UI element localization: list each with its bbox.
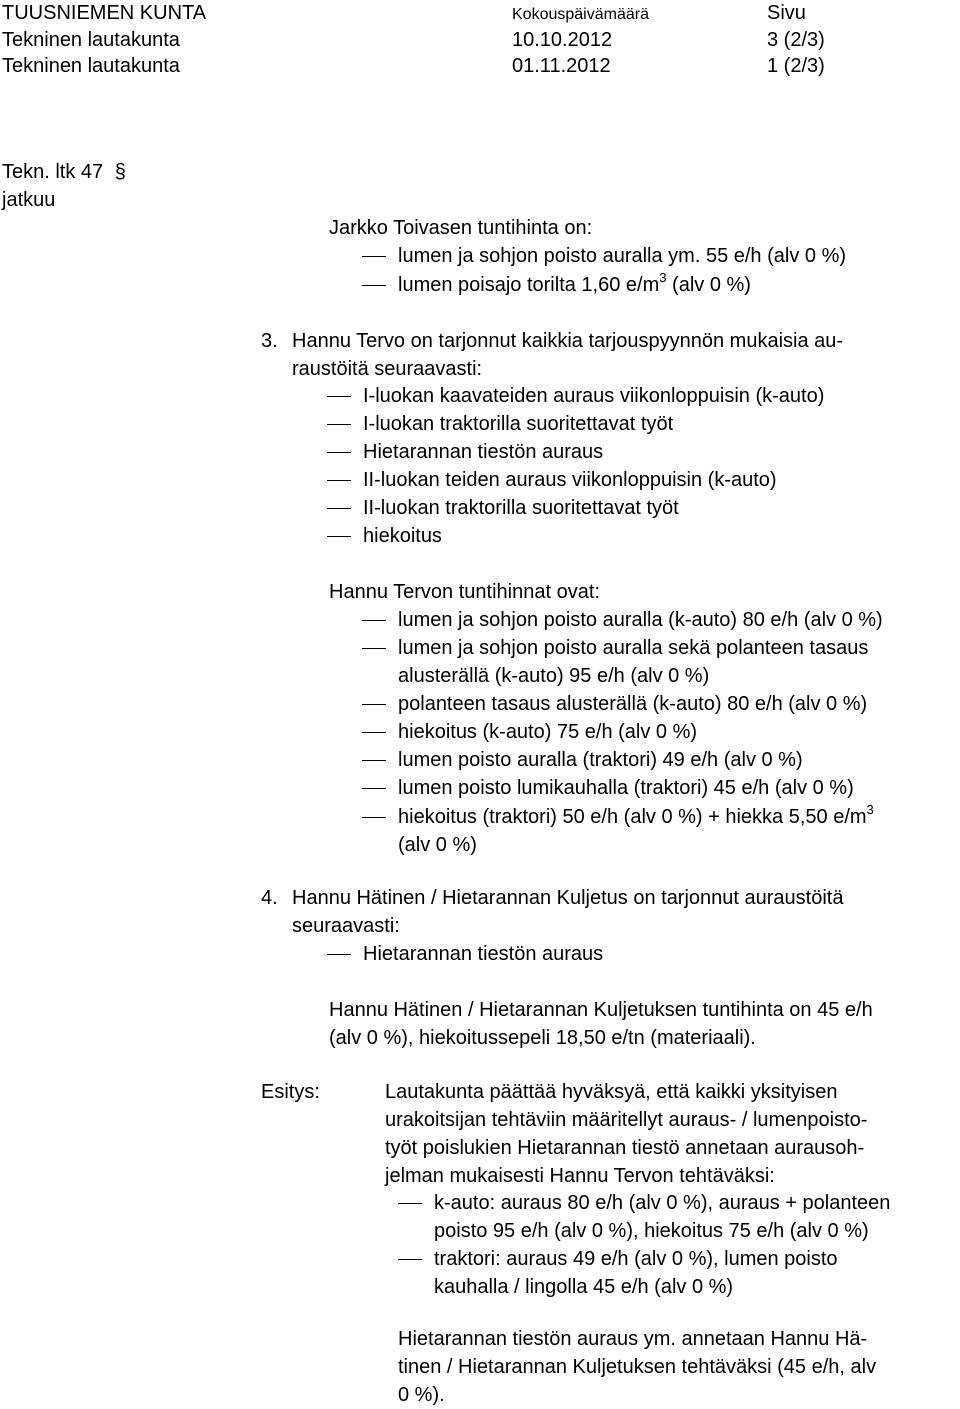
dash-bullet-icon (327, 396, 351, 397)
dash-bullet-icon (327, 508, 351, 509)
esitys-line-4: jelman mukaisesti Hannu Tervon tehtäväksi: (385, 1165, 775, 1187)
toivanen-item-2 (398, 271, 751, 299)
p4-line-2: seuraavasti: (292, 915, 400, 937)
esitys-bullet-2b: kauhalla / lingolla 45 e/h (alv 0 %) (434, 1276, 734, 1298)
esitys-line-1: Lautakunta päättää hyväksyä, että kaikki yksityisen (385, 1081, 838, 1103)
p3-item-6: hiekoitus (363, 525, 442, 547)
section-ref: Tekn. ltk 47 (2, 161, 104, 183)
header-body-1: Tekninen lautakunta (2, 29, 180, 51)
esitys-bullet-2a: traktori: auraus 49 e/h (alv 0 %), lumen poisto (434, 1248, 838, 1270)
tervo-rate-4: hiekoitus (k-auto) 75 e/h (alv 0 %) (398, 721, 698, 743)
p4-rate-line-1: Hannu Hätinen / Hietarannan Kuljetuksen tuntihinta on 45 e/h (329, 999, 873, 1021)
page-label: Sivu (767, 2, 806, 24)
esitys-final-3: 0 %). (398, 1384, 445, 1406)
esitys-line-3: työt poislukien Hietarannan tiestö annetaan aurausoh- (385, 1137, 865, 1159)
dash-bullet-icon (362, 817, 386, 818)
dash-bullet-icon (362, 704, 386, 705)
esitys-label: Esitys: (261, 1081, 320, 1103)
toivanen-item-2-suffix: (alv 0 %) (666, 274, 751, 296)
tervo-rate-7b: (alv 0 %) (398, 834, 477, 856)
p3-item-5: II-luokan traktorilla suoritettavat työt (363, 497, 679, 519)
tervo-rate-7a (398, 803, 874, 831)
header-page-2: 1 (2/3) (767, 55, 825, 77)
header-date-2: 01.11.2012 (512, 55, 611, 77)
dash-bullet-icon (327, 954, 351, 955)
p3-line-2: raustöitä seuraavasti: (292, 358, 483, 380)
organization-name: TUUSNIEMEN KUNTA (2, 2, 207, 24)
dash-bullet-icon (362, 620, 386, 621)
meeting-date-label: Kokouspäivämäärä (512, 6, 649, 23)
dash-bullet-icon (362, 760, 386, 761)
p4-rate-line-2: (alv 0 %), hiekoitussepeli 18,50 e/tn (materiaali). (329, 1027, 756, 1049)
section-mark-icon: § (114, 161, 126, 183)
dash-bullet-icon (398, 1203, 422, 1204)
dash-bullet-icon (362, 732, 386, 733)
p3-item-2: I-luokan traktorilla suoritettavat työt (363, 413, 674, 435)
section-reference (2, 158, 126, 186)
p4-number: 4. (261, 887, 278, 909)
dash-bullet-icon (362, 285, 386, 286)
header-date-1: 10.10.2012 (512, 29, 613, 51)
dash-bullet-icon (327, 536, 351, 537)
dash-bullet-icon (362, 648, 386, 649)
p4-item: Hietarannan tiestön auraus (363, 943, 604, 965)
tervo-rate-5: lumen poisto auralla (traktori) 49 e/h (alv 0 %) (398, 749, 803, 771)
esitys-final-2: tinen / Hietarannan Kuljetuksen tehtäväksi (45 e/h, alv (398, 1356, 877, 1378)
tervo-rate-2b: alusterällä (k-auto) 95 e/h (alv 0 %) (398, 665, 710, 687)
tervo-rate-2a: lumen ja sohjon poisto auralla sekä polanteen tasaus (398, 637, 869, 659)
dash-bullet-icon (362, 788, 386, 789)
tervo-rates-heading: Hannu Tervon tuntihinnat ovat: (329, 581, 600, 603)
tervo-rate-6: lumen poisto lumikauhalla (traktori) 45 e/h (alv 0 %) (398, 777, 854, 799)
dash-bullet-icon (327, 424, 351, 425)
header-body-2: Tekninen lautakunta (2, 55, 180, 77)
dash-bullet-icon (327, 480, 351, 481)
toivanen-item-1: lumen ja sohjon poisto auralla ym. 55 e/h (alv 0 %) (398, 245, 847, 267)
p4-line-1: Hannu Hätinen / Hietarannan Kuljetus on tarjonnut auraustöitä (292, 887, 844, 909)
p3-item-3: Hietarannan tiestön auraus (363, 441, 604, 463)
esitys-line-2: urakoitsijan tehtäviin määritellyt auraus- / lumenpoisto- (385, 1109, 868, 1131)
superscript: 3 (659, 270, 667, 285)
tervo-rate-3: polanteen tasaus alusterällä (k-auto) 80 e/h (alv 0 %) (398, 693, 868, 715)
header-page-1: 3 (2/3) (767, 29, 825, 51)
tervo-rate-7-text: hiekoitus (traktori) 50 e/h (alv 0 %) + hiekka 5,50 e/m (398, 806, 867, 828)
superscript: 3 (866, 802, 874, 817)
dash-bullet-icon (327, 452, 351, 453)
esitys-final-1: Hietarannan tiestön auraus ym. annetaan Hannu Hä- (398, 1328, 868, 1350)
esitys-bullet-1a: k-auto: auraus 80 e/h (alv 0 %), auraus + polanteen (434, 1192, 891, 1214)
p3-line-1: Hannu Tervo on tarjonnut kaikkia tarjouspyynnön mukaisia au- (292, 330, 844, 352)
dash-bullet-icon (362, 256, 386, 257)
p3-number: 3. (261, 330, 278, 352)
toivanen-item-2-text: lumen poisajo torilta 1,60 e/m (398, 274, 660, 296)
section-continues: jatkuu (2, 189, 56, 211)
p3-item-4: II-luokan teiden auraus viikonloppuisin (k-auto) (363, 469, 777, 491)
toivanen-heading: Jarkko Toivasen tuntihinta on: (329, 217, 593, 239)
tervo-rate-1: lumen ja sohjon poisto auralla (k-auto) 80 e/h (alv 0 %) (398, 609, 883, 631)
dash-bullet-icon (398, 1259, 422, 1260)
esitys-bullet-1b: poisto 95 e/h (alv 0 %), hiekoitus 75 e/h (alv 0 %) (434, 1220, 869, 1242)
p3-item-1: I-luokan kaavateiden auraus viikonloppuisin (k-auto) (363, 385, 825, 407)
